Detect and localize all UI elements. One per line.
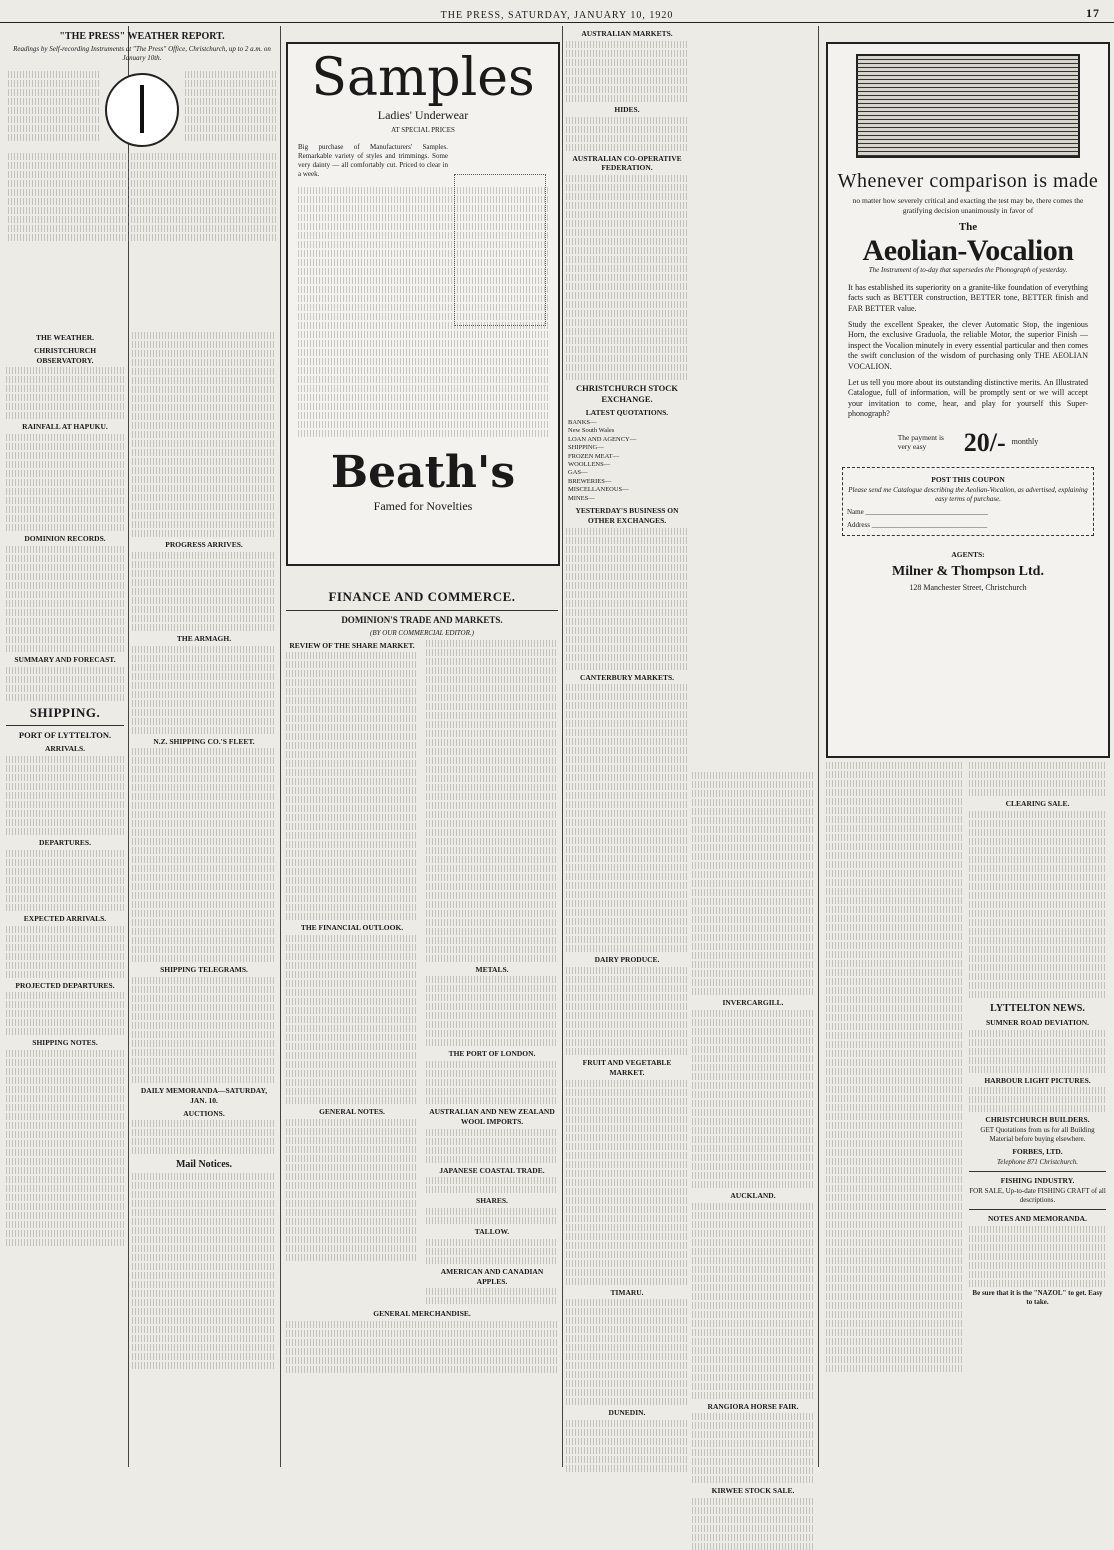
- auctions-title: AUCTIONS.: [183, 1108, 225, 1118]
- payment-label: The payment is very easy: [897, 432, 944, 452]
- fruit-market-title: FRUIT AND VEGETABLE MARKET.: [582, 1058, 672, 1077]
- lyttelton-news-title: LYTTELTON NEWS.: [990, 1002, 1085, 1014]
- stock-sell: [682, 486, 688, 494]
- stock-row: [566, 427, 688, 435]
- stock-name: SHIPPING—: [568, 444, 604, 452]
- barometer-dial: [105, 73, 179, 147]
- stock-row: [566, 478, 688, 486]
- column-shipping: [6, 330, 124, 1467]
- stock-sell: [682, 461, 688, 469]
- port-of-london-title: THE PORT OF LONDON.: [448, 1049, 536, 1059]
- column-shipping-2: [132, 330, 276, 1467]
- japanese-coastal-title: JAPANESE COASTAL TRADE.: [439, 1165, 545, 1175]
- markets-column-2: [692, 770, 814, 1496]
- payment-unit: monthly: [1011, 437, 1039, 447]
- american-apples-title: AMERICAN AND CANADIAN APPLES.: [440, 1266, 544, 1286]
- masthead-title: THE PRESS, SATURDAY, JANUARY 10, 1920: [440, 9, 674, 21]
- summary-title: SUMMARY AND FORECAST.: [14, 654, 116, 664]
- expected-arrivals-title: EXPECTED ARRIVALS.: [23, 913, 107, 923]
- aeolian-payment: [828, 426, 1108, 460]
- stock-name: BREWERIES—: [568, 477, 612, 485]
- general-notes-title: GENERAL NOTES.: [319, 1107, 385, 1117]
- weather-heading: "THE PRESS" WEATHER REPORT.: [59, 31, 225, 42]
- stock-name: New South Wales: [568, 427, 615, 435]
- stock-sell: [682, 453, 688, 461]
- weather-right: [185, 69, 276, 151]
- aeolian-product-name: Aeolian-Vocalion: [862, 233, 1074, 267]
- nz-fleet-title: N.Z. SHIPPING CO.'S FLEET.: [153, 736, 255, 746]
- page-number: 17: [1086, 6, 1100, 20]
- samples-title: Samples: [311, 48, 535, 108]
- stock-row: [566, 453, 688, 461]
- aeolian-para-2: Study the excellent Speaker, the clever Automatic Stop, the ingenious Horn, the exclusive Graduola, the reliable Motor, the superior Finish — inspect the Vocalion minutely in every essential particular and then comes the swift conclusion of the wisdom of purchasing only THE AEOLIAN VOCALION.: [848, 320, 1088, 371]
- coupon-name-row[interactable]: Name ___________________________________: [847, 508, 988, 517]
- armagh-title: THE ARMAGH.: [176, 633, 232, 643]
- aeolian-lead: no matter how severely critical and exacting the test may be, there comes the gratifying decision unanimously in favor of: [852, 196, 1084, 215]
- aeolian-product-tag: The Instrument of to-day that supersedes the Phonograph of yesterday.: [868, 265, 1068, 274]
- daily-memoranda-title: DAILY MEMORANDA—SATURDAY, JAN. 10.: [140, 1086, 268, 1105]
- latest-quotations-title: LATEST QUOTATIONS.: [585, 408, 669, 418]
- shipping-title: SHIPPING.: [29, 704, 101, 720]
- stock-row: [566, 444, 688, 452]
- weather-title: THE WEATHER.: [35, 333, 95, 342]
- stock-sell: [682, 469, 688, 477]
- stock-sell: [682, 444, 688, 452]
- progress-arrives-title: PROGRESS ARRIVES.: [165, 540, 243, 549]
- stock-name: LOAN AND AGENCY—: [568, 435, 637, 443]
- stock-row: [566, 486, 688, 494]
- stock-name: FROZEN MEAT—: [568, 452, 620, 460]
- general-merchandise-title: GENERAL MERCHANDISE.: [373, 1309, 471, 1319]
- dunedin-title: DUNEDIN.: [608, 1408, 646, 1418]
- coupon-title: POST THIS COUPON: [931, 475, 1005, 485]
- stock-sell: [682, 495, 688, 503]
- timaru-title: TIMARU.: [610, 1287, 644, 1297]
- forbes-name: FORBES, LTD.: [1012, 1147, 1063, 1157]
- rangiora-title: RANGIORA HORSE FAIR.: [707, 1401, 799, 1411]
- dominion-title: DOMINION RECORDS.: [24, 534, 106, 543]
- stock-sell: [682, 478, 688, 486]
- weather-left: [8, 69, 99, 151]
- beaths-tagline: Famed for Novelties: [373, 499, 473, 514]
- tallow-title: TALLOW.: [474, 1227, 510, 1237]
- weather-grid: [8, 69, 276, 151]
- share-market-title: REVIEW OF THE SHARE MARKET.: [289, 640, 415, 650]
- get-quotations: GET Quotations from us for all Building Material before buying elsewhere.: [980, 1126, 1095, 1144]
- stock-exchange-title: CHRISTCHURCH STOCK EXCHANGE.: [575, 383, 679, 405]
- column-rule: [280, 26, 281, 1467]
- aeolian-para-1: It has established its superiority on a granite-like foundation of everything facts such as BETTER construction, BETTER tone, BETTER finish and FAR BETTER value.: [848, 282, 1088, 313]
- dial-needle: [140, 85, 144, 133]
- australian-markets-title: AUSTRALIAN MARKETS.: [581, 29, 673, 38]
- aeolian-vocalion-advertisement: [826, 42, 1110, 758]
- stock-row: [566, 436, 688, 444]
- markets-column: [566, 26, 688, 1467]
- notes-memoranda-title: NOTES AND MEMORANDA.: [988, 1213, 1087, 1223]
- shipping-telegrams-title: SHIPPING TELEGRAMS.: [160, 965, 248, 975]
- stock-quotations-table: [566, 419, 688, 503]
- shipping-notes-title: SHIPPING NOTES.: [32, 1038, 98, 1048]
- mail-notices-title: Mail Notices.: [175, 1159, 233, 1171]
- stock-sell: [682, 419, 688, 427]
- fishing-title: FISHING INDUSTRY.: [1000, 1176, 1075, 1186]
- auckland-title: AUCKLAND.: [730, 1190, 776, 1200]
- stock-row: [566, 461, 688, 469]
- aeolian-headline: Whenever comparison is made: [837, 170, 1099, 192]
- stock-row: [566, 495, 688, 503]
- aeolian-the: The: [958, 220, 978, 233]
- departures-title: DEPARTURES.: [39, 838, 91, 848]
- finance-col-b: [426, 638, 558, 1307]
- nazol-ad: Be sure that it is the "NAZOL" to get. Easy to take.: [972, 1288, 1103, 1306]
- finance-byline: (BY OUR COMMERCIAL EDITOR.): [370, 628, 474, 637]
- finance-columns: [286, 638, 558, 1307]
- summer-road-title: SUMNER ROAD DEVIATION.: [986, 1017, 1089, 1027]
- column-rule: [562, 26, 563, 1467]
- canterbury-markets-title: CANTERBURY MARKETS.: [579, 672, 675, 682]
- metals-title: METALS.: [475, 964, 509, 974]
- agents-label: AGENTS:: [951, 549, 985, 559]
- stock-name: MINES—: [568, 494, 595, 502]
- masthead: [0, 8, 1114, 23]
- dairy-produce-title: DAIRY PRODUCE.: [594, 955, 660, 965]
- weather-subheading: Readings by Self-recording Instruments at "The Press" Office, Christchurch, up to 2 a.m. on January 10th.: [13, 45, 271, 63]
- right-columns-wrap: [826, 760, 1106, 1374]
- name-label: Name: [847, 508, 864, 517]
- builders-title: CHRISTCHURCH BUILDERS.: [985, 1115, 1090, 1125]
- right-columns: [826, 760, 1106, 1467]
- hides-title: HIDES.: [614, 104, 640, 114]
- payment-amount: 20/-: [963, 427, 1006, 457]
- stock-row: [566, 469, 688, 477]
- stock-name: MISCELLANEOUS—: [568, 486, 629, 494]
- finance-title: FINANCE AND COMMERCE.: [328, 589, 516, 604]
- finance-section: [286, 585, 558, 1467]
- finance-subtitle: DOMINION'S TRADE AND MARKETS.: [341, 614, 503, 625]
- stock-name: BANKS—: [568, 418, 597, 426]
- agent-address: 128 Manchester Street, Christchurch: [909, 583, 1027, 593]
- stock-row: [566, 419, 688, 427]
- forbes-telephone: Telephone 871 Christchurch.: [997, 1157, 1078, 1166]
- samples-subtitle: Ladies' Underwear: [377, 108, 469, 122]
- port-title: PORT OF LYTTELTON.: [18, 730, 112, 741]
- shares-title: SHARES.: [476, 1196, 508, 1206]
- arrivals-title: ARRIVALS.: [44, 744, 86, 754]
- beaths-logo: Beath's: [330, 447, 516, 499]
- coupon-text: Please send me Catalogue describing the Aeolian-Vocalion, as advertised, explaining easy terms of purchase.: [848, 486, 1088, 504]
- samples-intro: Big purchase of Manufacturers' Samples. Remarkable variety of styles and trimmings. Some very dainty — all comfortably cut. Priced to clear in a week.: [298, 142, 448, 178]
- yesterday-business-title: YESTERDAY'S BUSINESS ON OTHER EXCHANGES.: [575, 506, 679, 525]
- observatory-title: CHRISTCHURCH OBSERVATORY.: [33, 345, 97, 365]
- phonograph-illustration: [856, 54, 1080, 158]
- address-label: Address: [847, 521, 870, 530]
- kirwee-title: KIRWEE STOCK SALE.: [711, 1486, 795, 1496]
- rainfall-title: RAINFALL AT HAPUKU.: [22, 422, 108, 432]
- projected-departures-title: PROJECTED DEPARTURES.: [15, 980, 115, 990]
- stock-name: GAS—: [568, 469, 588, 477]
- right-col-b: [969, 760, 1106, 1374]
- wool-imports-title: AUSTRALIAN AND NEW ZEALAND WOOL IMPORTS.: [429, 1107, 555, 1126]
- stock-name: WOOLLENS—: [568, 461, 611, 469]
- samples-advertisement: [286, 42, 560, 566]
- fishing-text: FOR SALE, Up-to-date FISHING CRAFT of all descriptions.: [969, 1186, 1106, 1204]
- coupon-address-row[interactable]: Address _________________________________: [847, 521, 988, 530]
- aeolian-para-3: Let us tell you more about its outstanding distinctive merits. An Illustrated Catalogue, full of information, will be promptly sent or we will accept your invitation to come, hear, and play for yourself this Super-phonograph?: [848, 378, 1088, 419]
- stock-sell: [682, 427, 688, 435]
- harbour-light-title: HARBOUR LIGHT PICTURES.: [984, 1075, 1091, 1085]
- coupon[interactable]: [842, 467, 1094, 535]
- stock-sell: [682, 436, 688, 444]
- financial-outlook-title: THE FINANCIAL OUTLOOK.: [300, 923, 404, 933]
- agent-name: Milner & Thompson Ltd.: [892, 564, 1044, 580]
- invercargill-title: INVERCARGILL.: [722, 998, 784, 1007]
- federation-title: AUSTRALIAN CO-OPERATIVE FEDERATION.: [572, 153, 682, 173]
- clearing-sale-title: CLEARING SALE.: [1005, 799, 1070, 808]
- finance-col-a: [286, 638, 418, 1307]
- column-rule: [818, 26, 819, 1467]
- right-col-a: [826, 760, 963, 1374]
- samples-price-note: AT SPECIAL PRICES: [391, 125, 455, 134]
- weather-report: [8, 26, 276, 326]
